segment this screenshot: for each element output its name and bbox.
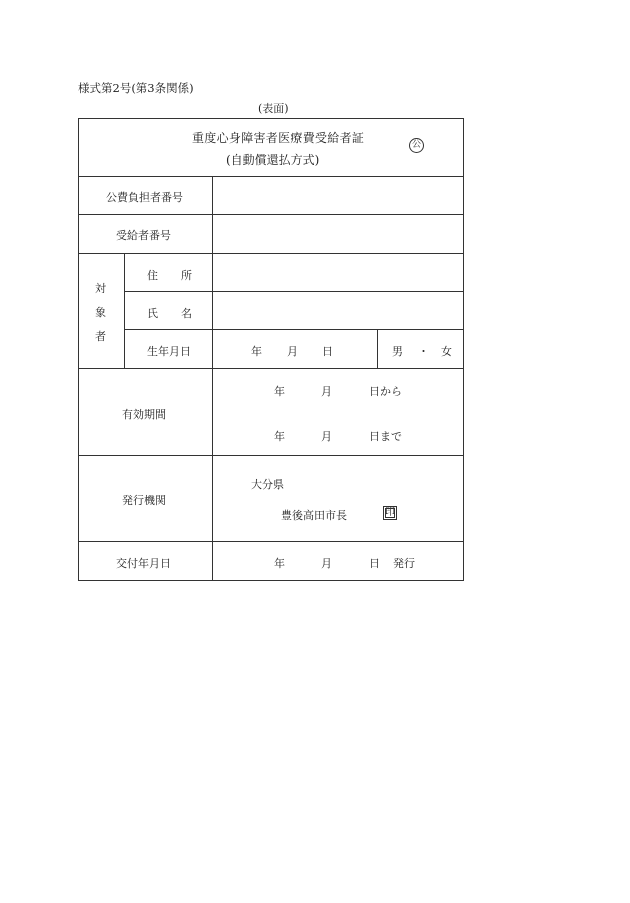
certificate-subtitle: (自動償還払方式) <box>226 153 320 167</box>
subject-label-char: 者 <box>95 330 106 343</box>
validity-from-day-unit: 日から <box>369 385 402 398</box>
birthdate-year-unit: 年 <box>251 345 262 358</box>
name-label: 氏 <box>147 307 158 320</box>
validity-to-day-unit: 日まで <box>369 430 402 443</box>
row-divider <box>78 455 464 456</box>
sex-separator: ・ <box>418 345 429 358</box>
birthdate-day-unit: 日 <box>322 345 333 358</box>
subject-label-char: 対 <box>95 282 106 295</box>
address-field[interactable] <box>214 255 462 290</box>
recipient-number-field[interactable] <box>214 216 462 252</box>
name-label: 名 <box>181 307 192 320</box>
issue-date-day-unit: 日 <box>369 557 380 570</box>
issue-date-suffix: 発行 <box>393 557 415 570</box>
form-number: 様式第2号(第3条関係) <box>78 81 194 95</box>
column-divider <box>124 253 125 368</box>
validity-to-month-unit: 月 <box>321 430 332 443</box>
issue-date-year-unit: 年 <box>274 557 285 570</box>
sex-option-male[interactable]: 男 <box>392 345 403 358</box>
sex-option-female[interactable]: 女 <box>441 345 452 358</box>
name-field[interactable] <box>214 293 462 328</box>
payer-number-label: 公費負担者番号 <box>106 191 183 204</box>
birthdate-month-unit: 月 <box>287 345 298 358</box>
payer-number-field[interactable] <box>214 178 462 213</box>
address-label: 住 <box>147 269 158 282</box>
issuer-label: 発行機関 <box>122 494 166 507</box>
issue-date-label: 交付年月日 <box>116 557 171 570</box>
row-divider <box>78 541 464 542</box>
certificate-title: 重度心身障害者医療費受給者証 <box>192 131 365 145</box>
side-label: (表面) <box>258 102 289 115</box>
issuer-prefecture: 大分県 <box>251 478 284 491</box>
birthdate-label: 生年月日 <box>147 345 191 358</box>
validity-from-year-unit: 年 <box>274 385 285 398</box>
row-divider <box>124 329 464 330</box>
row-divider <box>78 253 464 254</box>
row-divider <box>124 291 464 292</box>
issuer-mayor: 豊後高田市長 <box>281 509 347 522</box>
row-divider <box>78 176 464 177</box>
validity-label: 有効期間 <box>122 408 166 421</box>
validity-to-year-unit: 年 <box>274 430 285 443</box>
seal-mark-icon: 公 <box>409 138 424 153</box>
issuer-stamp-icon: 印 <box>385 507 395 518</box>
column-divider <box>377 329 378 368</box>
validity-from-month-unit: 月 <box>321 385 332 398</box>
row-divider <box>78 368 464 369</box>
row-divider <box>78 214 464 215</box>
column-divider <box>212 176 213 581</box>
address-label: 所 <box>181 269 192 282</box>
recipient-number-label: 受給者番号 <box>116 229 171 242</box>
subject-label-char: 象 <box>95 306 106 319</box>
issue-date-month-unit: 月 <box>321 557 332 570</box>
